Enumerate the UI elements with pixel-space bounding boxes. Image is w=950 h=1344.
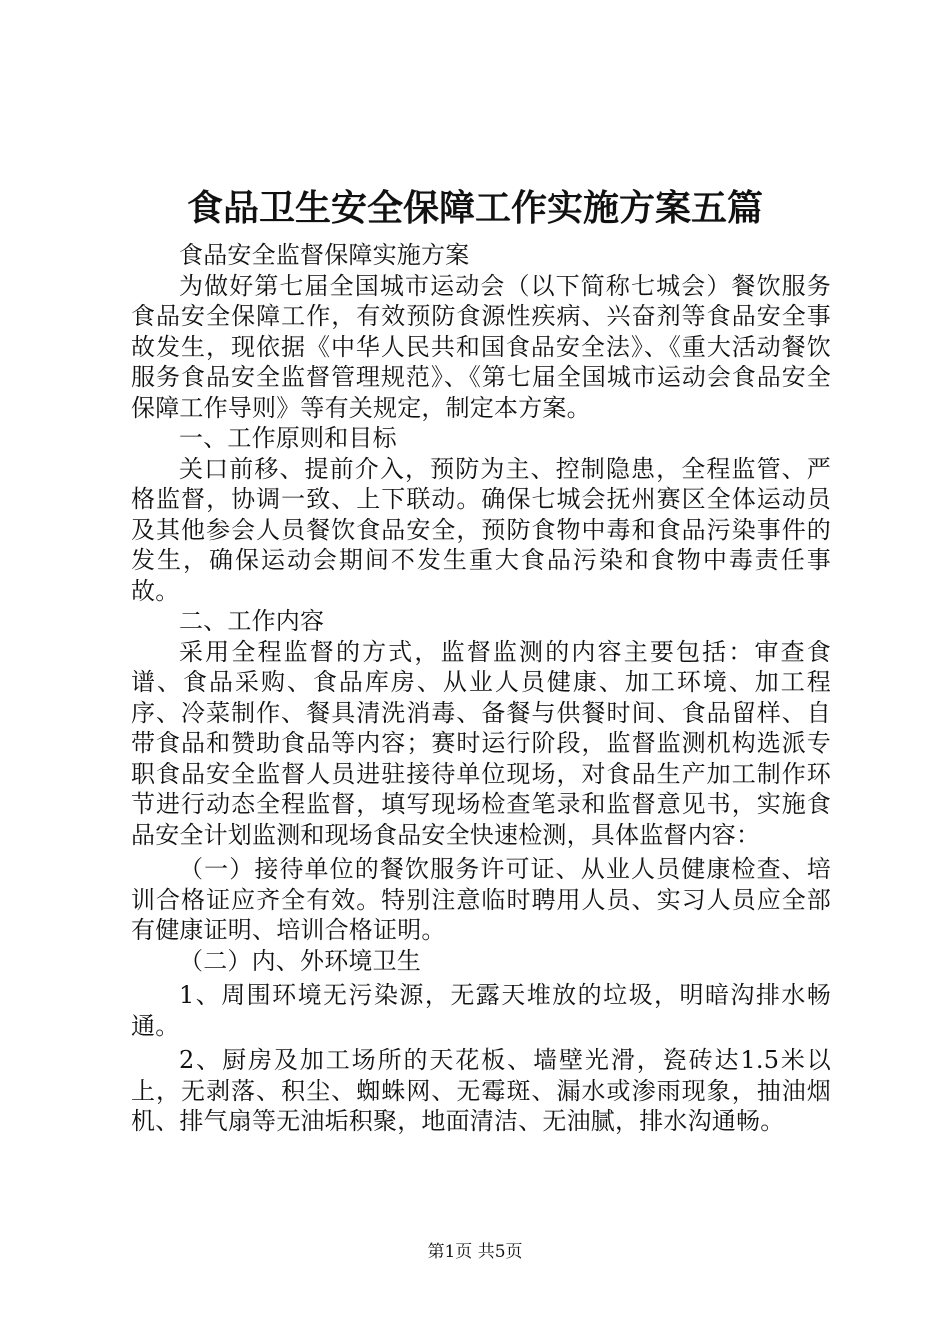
body-paragraph: 1、周围环境无污染源，无露天堆放的垃圾，明暗沟排水畅通。 xyxy=(131,981,831,1040)
body-paragraph: 2、厨房及加工场所的天花板、墙壁光滑，瓷砖达1.5米以上，无剥落、积尘、蜘蛛网、无霉斑、漏水或渗雨现象，抽油烟机、排气扇等无油垢积聚，地面清洁、无油腻，排水沟通畅。 xyxy=(131,1046,831,1135)
body-paragraph: （一）接待单位的餐饮服务许可证、从业人员健康检查、培训合格证应齐全有效。特别注意临时聘用人员、实习人员应全部有健康证明、培训合格证明。 xyxy=(131,855,831,944)
section-heading: 二、工作内容 xyxy=(179,607,325,635)
document-body xyxy=(131,240,831,1137)
document-title: 食品卫生安全保障工作实施方案五篇 xyxy=(186,187,763,229)
section-subtitle: 食品安全监督保障实施方案 xyxy=(179,241,470,269)
section-heading: 一、工作原则和目标 xyxy=(179,424,397,452)
page-footer: 第1页 共5页 xyxy=(427,1242,523,1262)
section-heading: （二）内、外环境卫生 xyxy=(179,946,421,975)
body-paragraph: 关口前移、提前介入，预防为主、控制隐患，全程监管、严格监督，协调一致、上下联动。确保七城会抚州赛区全体运动员及其他参会人员餐饮食品安全，预防食物中毒和食品污染事件的发生，确保运动会期间不发生重大食品污染和食物中毒责任事故。 xyxy=(131,454,831,605)
body-paragraph: 为做好第七届全国城市运动会（以下简称七城会）餐饮服务食品安全保障工作，有效预防食源性疾病、兴奋剂等食品安全事故发生，现依据《中华人民共和国食品安全法》、《重大活动餐饮服务食品安全监督管理规范》、《第七届全国城市运动会食品安全保障工作导则》等有关规定，制定本方案。 xyxy=(131,271,831,422)
body-paragraph: 采用全程监督的方式，监督监测的内容主要包括：审查食谱、食品采购、食品库房、从业人员健康、加工环境、加工程序、冷菜制作、餐具清洗消毒、备餐与供餐时间、食品留样、自带食品和赞助食品等内容；赛时运行阶段，监督监测机构选派专职食品安全监督人员进驻接待单位现场，对食品生产加工制作环节进行动态全程监督，填写现场检查笔录和监督意见书，实施食品安全计划监测和现场食品安全快速检测，具体监督内容： xyxy=(131,637,831,849)
